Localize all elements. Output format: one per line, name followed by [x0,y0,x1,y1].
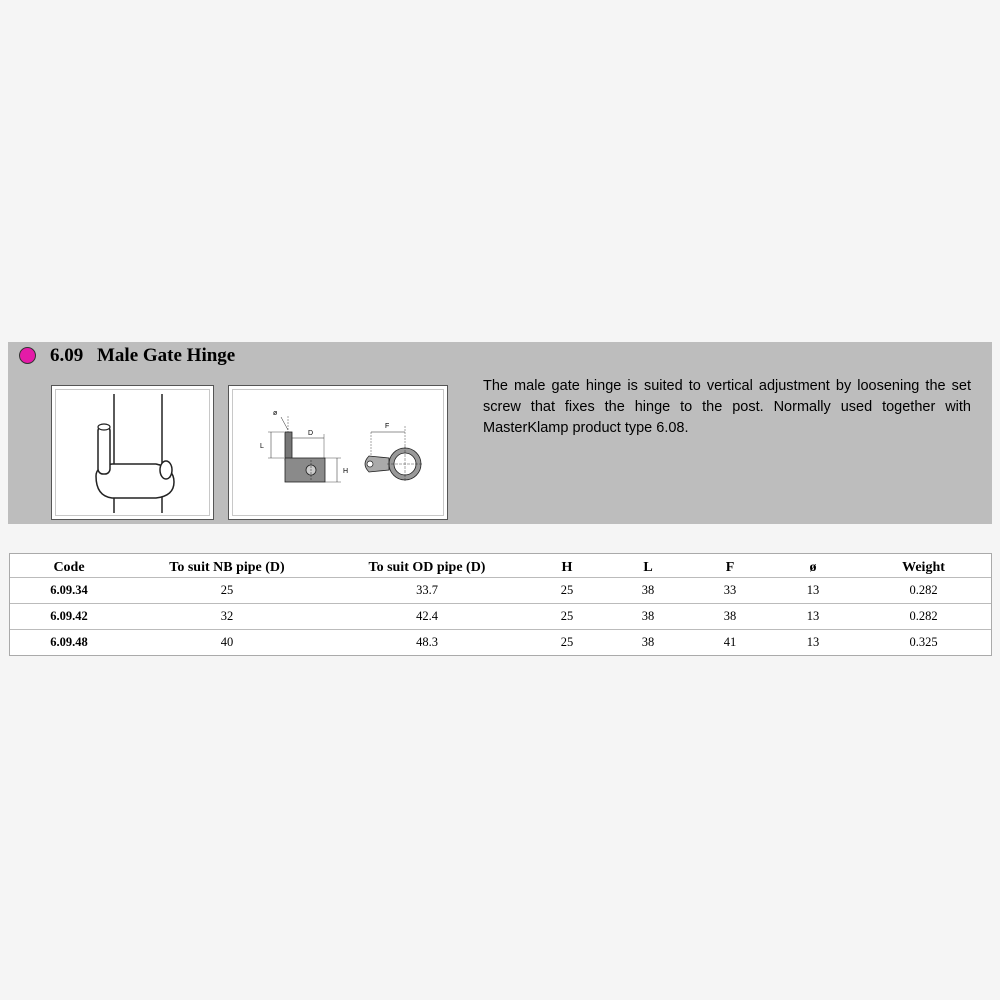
column-header-od-pipe: To suit OD pipe (D) [368,560,486,575]
drawing-label-d: D [308,430,314,437]
technical-drawing [228,385,448,520]
hinge-photo-illustration [52,386,213,519]
cell-code: 6.09.42 [10,604,128,630]
drawing-label-phi: ø [273,410,278,417]
product-code: 6.09 [50,345,84,366]
cell-f: 41 [690,630,770,656]
cell-od-pipe: 33.7 [326,578,528,604]
drawing-label-h: H [343,468,349,475]
cell-weight: 0.325 [856,630,991,656]
bullet-icon [19,347,36,364]
column-header-weight: Weight [902,560,945,575]
cell-code: 6.09.48 [10,630,128,656]
column-header-h: H [561,560,573,575]
table-row [10,578,991,604]
column-header-l: L [643,560,653,575]
cell-f: 38 [690,604,770,630]
cell-code: 6.09.34 [10,578,128,604]
cell-weight: 0.282 [856,604,991,630]
cell-l: 38 [606,578,690,604]
dimension-drawing [229,386,447,519]
cell-weight: 0.282 [856,578,991,604]
product-name: Male Gate Hinge [97,345,236,366]
column-header-nb-pipe: To suit NB pipe (D) [169,560,285,575]
cell-l: 38 [606,630,690,656]
cell-f: 33 [690,578,770,604]
column-header-code: Code [53,560,85,575]
table-row [10,604,991,630]
cell-l: 38 [606,604,690,630]
product-description: The male gate hinge is suited to vertical adjustment by loosening the set screw that fixes the hinge to the post. Normally used together with MasterKlamp product type 6.08. [483,378,971,436]
cell-h: 25 [528,604,606,630]
drawing-label-l: L [260,443,264,450]
table-header-row [10,559,991,578]
product-title [50,345,235,367]
cell-nb-pipe: 25 [128,578,326,604]
column-header-diameter: ø [809,560,817,575]
product-header-panel [8,342,992,524]
cell-nb-pipe: 32 [128,604,326,630]
drawing-label-f: F [385,423,390,430]
cell-od-pipe: 48.3 [326,630,528,656]
cell-od-pipe: 42.4 [326,604,528,630]
cell-nb-pipe: 40 [128,630,326,656]
table-row [10,630,991,656]
spec-table-container [9,553,992,656]
cell-h: 25 [528,578,606,604]
cell-diameter: 13 [770,578,856,604]
spec-table [10,559,991,655]
cell-diameter: 13 [770,630,856,656]
product-photo [51,385,214,520]
cell-h: 25 [528,630,606,656]
cell-diameter: 13 [770,604,856,630]
column-header-f: F [725,560,735,575]
